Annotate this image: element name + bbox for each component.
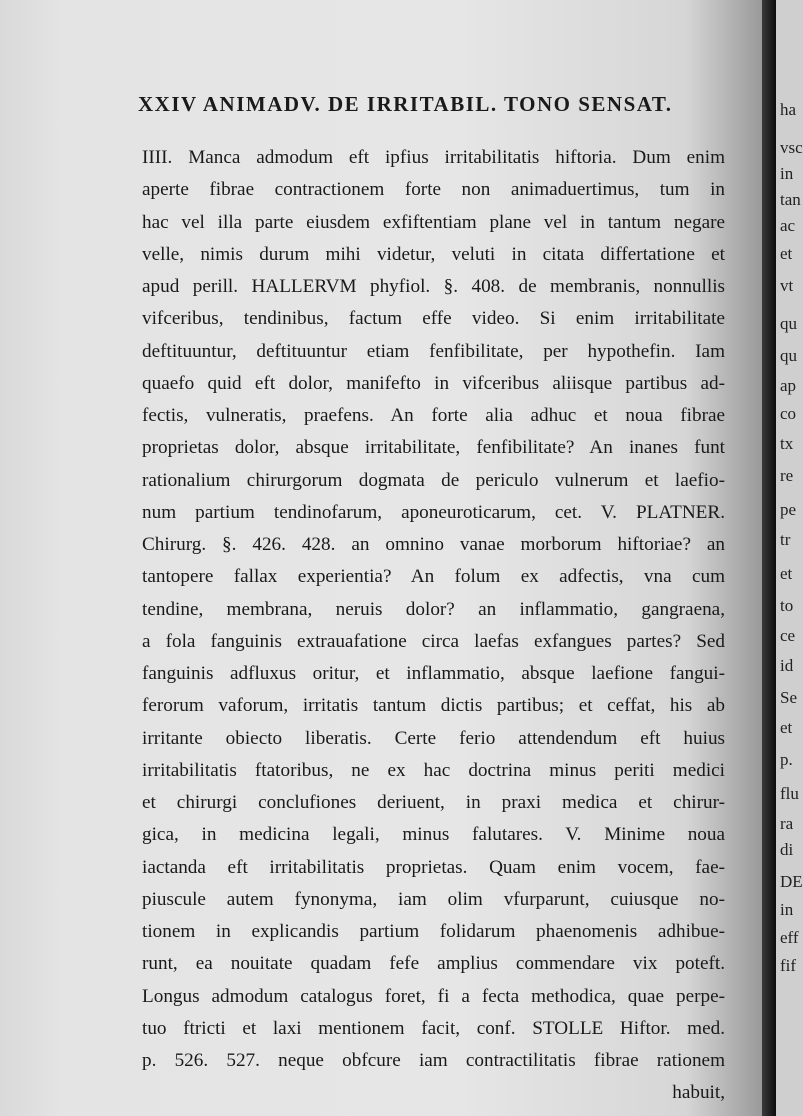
next-page-fragment: Se — [780, 688, 797, 707]
running-header: XXIV ANIMADV. DE IRRITABIL. TONO SENSAT. — [138, 92, 673, 116]
next-page-fragment: id — [780, 656, 794, 675]
next-page-fragment: tr — [780, 530, 791, 549]
text-line: num partium tendinofarum, aponeuroticarum, cet. V. PLATNER. — [142, 501, 725, 523]
text-line: Longus admodum catalogus foret, fi a fecta methodica, quae perpe- — [142, 985, 725, 1007]
next-page-fragment: to — [780, 596, 794, 615]
text-line: deftituuntur, deftituuntur etiam fenfibilitate, per hypothefin. Iam — [142, 340, 725, 362]
text-line: tionem in explicandis partium folidarum phaenomenis adhibue- — [142, 921, 725, 942]
next-page-fragment: vt — [780, 276, 794, 295]
next-page-edge — [776, 0, 803, 1116]
text-line: et chirurgi conclufiones deriuent, in praxi medica et chirur- — [142, 792, 725, 813]
text-line: fectis, vulneratis, praefens. An forte alia adhuc et noua fibrae — [142, 405, 725, 426]
text-line: Chirurg. §. 426. 428. an omnino vanae morborum hiftoriae? an — [142, 534, 725, 555]
text-line: gica, in medicina legali, minus falutares. V. Minime noua — [142, 824, 725, 846]
text-line: hac vel illa parte eiusdem exfiftentiam plane vel in tantum negare — [142, 211, 725, 233]
text-line: piuscule autem fynonyma, iam olim vfurparunt, cuiusque no- — [142, 888, 725, 910]
next-page-fragment: p. — [780, 750, 793, 769]
next-page-fragment: fif — [780, 956, 797, 975]
next-page-fragment: et — [780, 564, 793, 583]
book-gutter — [762, 0, 776, 1116]
next-page-fragment: ra — [780, 814, 794, 833]
text-line: p. 526. 527. neque obfcure iam contractilitatis fibrae rationem — [142, 1050, 725, 1071]
text-line: IIII. Manca admodum eft ipfius irritabilitatis hiftoria. Dum enim — [142, 147, 725, 168]
next-page-fragment: et — [780, 244, 793, 263]
next-page-fragment: re — [780, 466, 794, 485]
next-page-fragment: eff — [780, 928, 799, 947]
text-line: irritante obiecto liberatis. Certe ferio attendendum eft huius — [142, 727, 725, 749]
text-line: runt, ea nouitate quadam fefe amplius commendare vix poteft. — [142, 953, 725, 975]
text-line: a fola fanguinis extrauafatione circa laefas exfangues partes? Sed — [142, 630, 725, 652]
text-line: quaefo quid eft dolor, manifefto in vifceribus aliisque partibus ad- — [142, 372, 725, 394]
text-line: tantopere fallax experientia? An folum ex adfectis, vna cum — [142, 566, 725, 588]
next-page-fragment: DE — [780, 872, 803, 891]
next-page-fragment: pe — [780, 500, 797, 519]
text-line: proprietas dolor, absque irritabilitate, fenfibilitate? An inanes funt — [142, 437, 725, 459]
next-page-fragment: tx — [780, 434, 794, 453]
text-line: irritabilitatis ftatoribus, ne ex hac doctrina minus periti medici — [142, 759, 725, 781]
next-page-fragment: in — [780, 164, 794, 183]
text-line: aperte fibrae contractionem forte non animaduertimus, tum in — [142, 179, 725, 201]
next-page-fragment: co — [780, 404, 797, 423]
next-page-fragment: ce — [780, 626, 796, 645]
text-line: apud perill. HALLERVM phyfiol. §. 408. de membranis, nonnullis — [142, 276, 725, 297]
next-page-fragment: ac — [780, 216, 796, 235]
next-page-fragment: tan — [780, 190, 801, 209]
next-page-fragment: qu — [780, 314, 797, 333]
next-page-fragment: ap — [780, 376, 797, 395]
text-line: ferorum vaforum, irritatis tantum dictis partibus; et ceffat, his ab — [142, 695, 725, 717]
next-page-fragment: flu — [780, 784, 799, 803]
body-text — [142, 142, 725, 1110]
next-page-fragment: di — [780, 840, 794, 859]
catchword: habuit, — [672, 1082, 725, 1104]
next-page-fragment: vsc — [780, 138, 803, 157]
next-page-fragment: qu — [780, 346, 797, 365]
text-line: tuo ftricti et laxi mentionem facit, conf. STOLLE Hiftor. med. — [142, 1017, 725, 1039]
text-line: velle, nimis durum mihi videtur, veluti in citata differtatione et — [142, 243, 725, 265]
text-line: iactanda eft irritabilitatis proprietas. Quam enim vocem, fae- — [142, 856, 725, 878]
text-line: vifceribus, tendinibus, factum effe video. Si enim irritabilitate — [142, 308, 725, 330]
text-line: tendine, membrana, neruis dolor? an inflammatio, gangraena, — [142, 598, 725, 620]
text-line: fanguinis adfluxus oritur, et inflammatio, absque laefione fangui- — [142, 663, 725, 684]
next-page-fragment: in — [780, 900, 794, 919]
next-page-fragment: ha — [780, 100, 797, 119]
text-line: rationalium chirurgorum dogmata de periculo vulnerum et laefio- — [142, 469, 725, 491]
next-page-fragment: et — [780, 718, 793, 737]
